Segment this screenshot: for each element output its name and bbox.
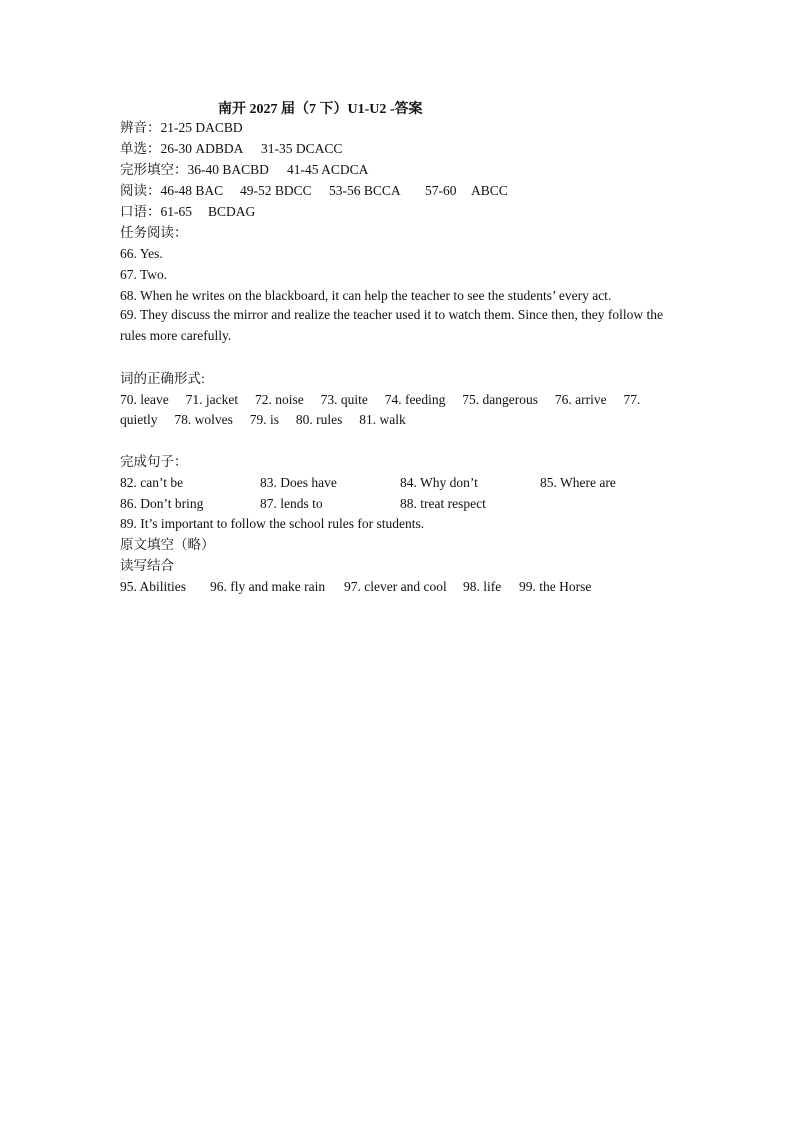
- answer-95: 95. Abilities: [120, 579, 187, 594]
- task-reading-heading: 任务阅读：: [120, 225, 188, 240]
- reading-part-e: ABCC: [471, 183, 508, 198]
- answer-85: 85. Where are: [540, 475, 616, 490]
- reading-part-c: 53-56 BCCA: [329, 183, 401, 198]
- answer-89: 89. It’s important to follow the school rules for students.: [120, 516, 425, 531]
- oral-part-a: 口语：61-65: [120, 204, 192, 219]
- answer-68: 68. When he writes on the blackboard, it can help the teacher to see the students’ every act.: [120, 288, 612, 303]
- answer-69: 69. They discuss the mirror and realize the teacher used it to watch them. Since then, they follow the rules more carefully.: [120, 307, 663, 343]
- answer-82: 82. can’t be: [120, 475, 184, 490]
- answer-84: 84. Why don’t: [400, 475, 478, 490]
- answer-88: 88. treat respect: [400, 496, 486, 511]
- answer-96: 96. fly and make rain: [210, 579, 326, 594]
- answer-99: 99. the Horse: [519, 579, 592, 594]
- single-choice-part-a: 单选：26-30 ADBDA: [120, 141, 244, 156]
- word-forms-heading: 词的正确形式:: [120, 371, 205, 386]
- word-forms-line-1: 70. leave 71. jacket 72. noise 73. quite 74. feeding 75. dangerous 76. arrive 77.: [120, 392, 641, 407]
- cloze-part-a: 完形填空：36-40 BACBD: [120, 162, 269, 177]
- cloze-part-b: 41-45 ACDCA: [287, 162, 369, 177]
- word-forms-line-2: quietly 78. wolves 79. is 80. rules 81. walk: [120, 412, 406, 427]
- answer-67: 67. Two.: [120, 267, 168, 282]
- answer-86: 86. Don’t bring: [120, 496, 204, 511]
- phonetics-answers: 辨音：21-25 DACBD: [120, 120, 243, 135]
- answer-83: 83. Does have: [260, 475, 337, 490]
- answer-87: 87. lends to: [260, 496, 323, 511]
- reading-part-d: 57-60: [425, 183, 457, 198]
- reading-part-b: 49-52 BDCC: [240, 183, 312, 198]
- single-choice-part-b: 31-35 DCACC: [261, 141, 343, 156]
- complete-sentences-heading: 完成句子：: [120, 454, 188, 469]
- answer-97: 97. clever and cool: [344, 579, 447, 594]
- oral-part-b: BCDAG: [208, 204, 256, 219]
- read-write-heading: 读写结合: [120, 558, 174, 573]
- answer-98: 98. life: [463, 579, 502, 594]
- original-fill-heading: 原文填空（略）: [120, 537, 215, 552]
- answer-66: 66. Yes.: [120, 246, 163, 261]
- reading-part-a: 阅读：46-48 BAC: [120, 183, 224, 198]
- page-title: 南开 2027 届（7 下）U1-U2 -答案: [218, 102, 423, 117]
